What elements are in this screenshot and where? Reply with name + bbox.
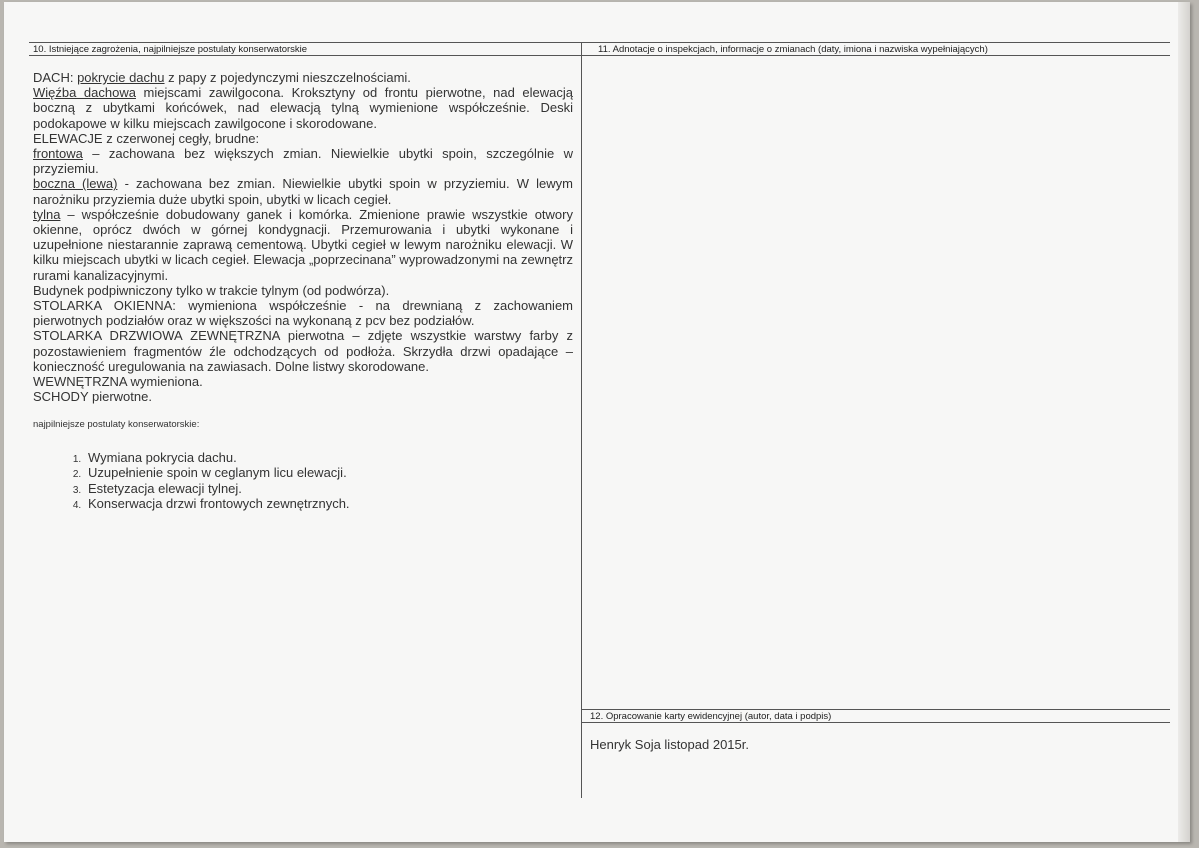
description-paragraph xyxy=(33,85,573,131)
description-paragraph xyxy=(33,207,573,283)
description-paragraph xyxy=(33,298,573,328)
description-paragraph xyxy=(33,146,573,176)
top-rule xyxy=(29,42,1170,43)
paragraph-text: DACH: xyxy=(33,70,78,85)
postulate-item: 4. Konserwacja drzwi frontowych zewnętrznych. xyxy=(84,496,573,512)
postulates-label: najpilniejsze postulaty konserwatorskie: xyxy=(33,419,200,431)
description-paragraph xyxy=(33,328,573,374)
column-divider xyxy=(581,42,582,798)
paragraph-text: WEWNĘTRZNA wymieniona. xyxy=(33,374,203,390)
underlined-term: pokrycie dachu xyxy=(77,70,165,85)
postulate-item: 2. Uzupełnienie spoin w ceglanym licu elewacji. xyxy=(84,465,573,481)
postulate-item: 1. Wymiana pokrycia dachu. xyxy=(84,450,573,466)
underlined-term: Więźba dachowa xyxy=(33,85,136,101)
description-paragraph xyxy=(33,389,573,404)
underlined-term: frontowa xyxy=(33,146,83,162)
paragraph-text: ELEWACJE z czerwonej cegły, brudne: xyxy=(33,130,260,146)
paragraph-text: STOLARKA DRZWIOWA ZEWNĘTRZNA pierwotna – zdjęte wszystkie warstwy farby z pozostawieniem fragmentów źle odchodzących od podłoża. Skrzydła drzwi opadające – konieczność uregulowania na zawiasach. Dolne listwy skorodowane. xyxy=(33,328,573,374)
description-paragraph xyxy=(33,131,573,146)
section10-content xyxy=(33,70,573,512)
section11-header-rule xyxy=(581,55,1170,56)
underlined-term: tylna xyxy=(33,206,61,222)
underlined-term: boczna (lewa) xyxy=(33,176,118,192)
paragraph-text: z papy z pojedynczymi nieszczelnościami. xyxy=(164,70,411,85)
paragraph-text: – zachowana bez większych zmian. Niewielkie ubytki spoin, szczególnie w przyziemiu. xyxy=(33,146,573,177)
paragraph-text: SCHODY pierwotne. xyxy=(33,389,152,405)
section10-header: 10. Istniejące zagrożenia, najpilniejsze postulaty konserwatorskie xyxy=(33,44,308,55)
description-paragraph xyxy=(33,70,573,85)
section11-header: 11. Adnotacje o inspekcjach, informacje o zmianach (daty, imiona i nazwiska wypełniających) xyxy=(598,44,988,55)
section12-header: 12. Opracowanie karty ewidencyjnej (autor, data i podpis) xyxy=(590,711,832,722)
paragraph-text: STOLARKA OKIENNA: wymieniona współcześnie - na drewnianą z zachowaniem pierwotnych podziałów oraz w większości na wykonaną z pcv bez podziałów. xyxy=(33,298,573,329)
card-author: Henryk Soja listopad 2015r. xyxy=(590,737,749,752)
postulate-item: 3. Estetyzacja elewacji tylnej. xyxy=(84,481,573,497)
sheet-edge xyxy=(1178,2,1190,842)
paragraph-text: - zachowana bez zmian. Niewielkie ubytki spoin w przyziemiu. W lewym narożniku przyziemia duże ubytki spoin, ubytki w licach cegieł. xyxy=(33,176,573,207)
section12-top-rule xyxy=(581,709,1170,710)
paragraph-text: – współcześnie dobudowany ganek i komórka. Zmienione prawie wszystkie otwory okienne, oprócz dwóch w górnej kondygnacji. Przemurowania i ubytki wykonane i uzupełnione niestarannie zaprawą cementową. Ubytki cegieł w lewym narożniku elewacji. W kilku miejscach ubytki w licach cegieł. Elewacja „poprzecinana” wyprowadzonymi na zewnętrz rurami kanalizacyjnymi. xyxy=(33,206,573,283)
paragraph-text: miejscami zawilgocona. Kroksztyny od frontu pierwotne, nad elewacją boczną z ubytkami końcówek, nad elewacją tylną wymienione współcześnie. Deski podokapowe w kilku miejscach zawilgocone i skorodowane. xyxy=(33,85,573,131)
description-paragraph xyxy=(33,374,573,389)
postulates-list xyxy=(33,450,573,512)
description-paragraph xyxy=(33,176,573,206)
condition-description xyxy=(33,70,573,404)
section12-header-rule xyxy=(581,722,1170,723)
description-paragraph xyxy=(33,283,573,298)
section10-header-rule xyxy=(29,55,581,56)
paragraph-text: Budynek podpiwniczony tylko w trakcie tylnym (od podwórza). xyxy=(33,282,390,298)
